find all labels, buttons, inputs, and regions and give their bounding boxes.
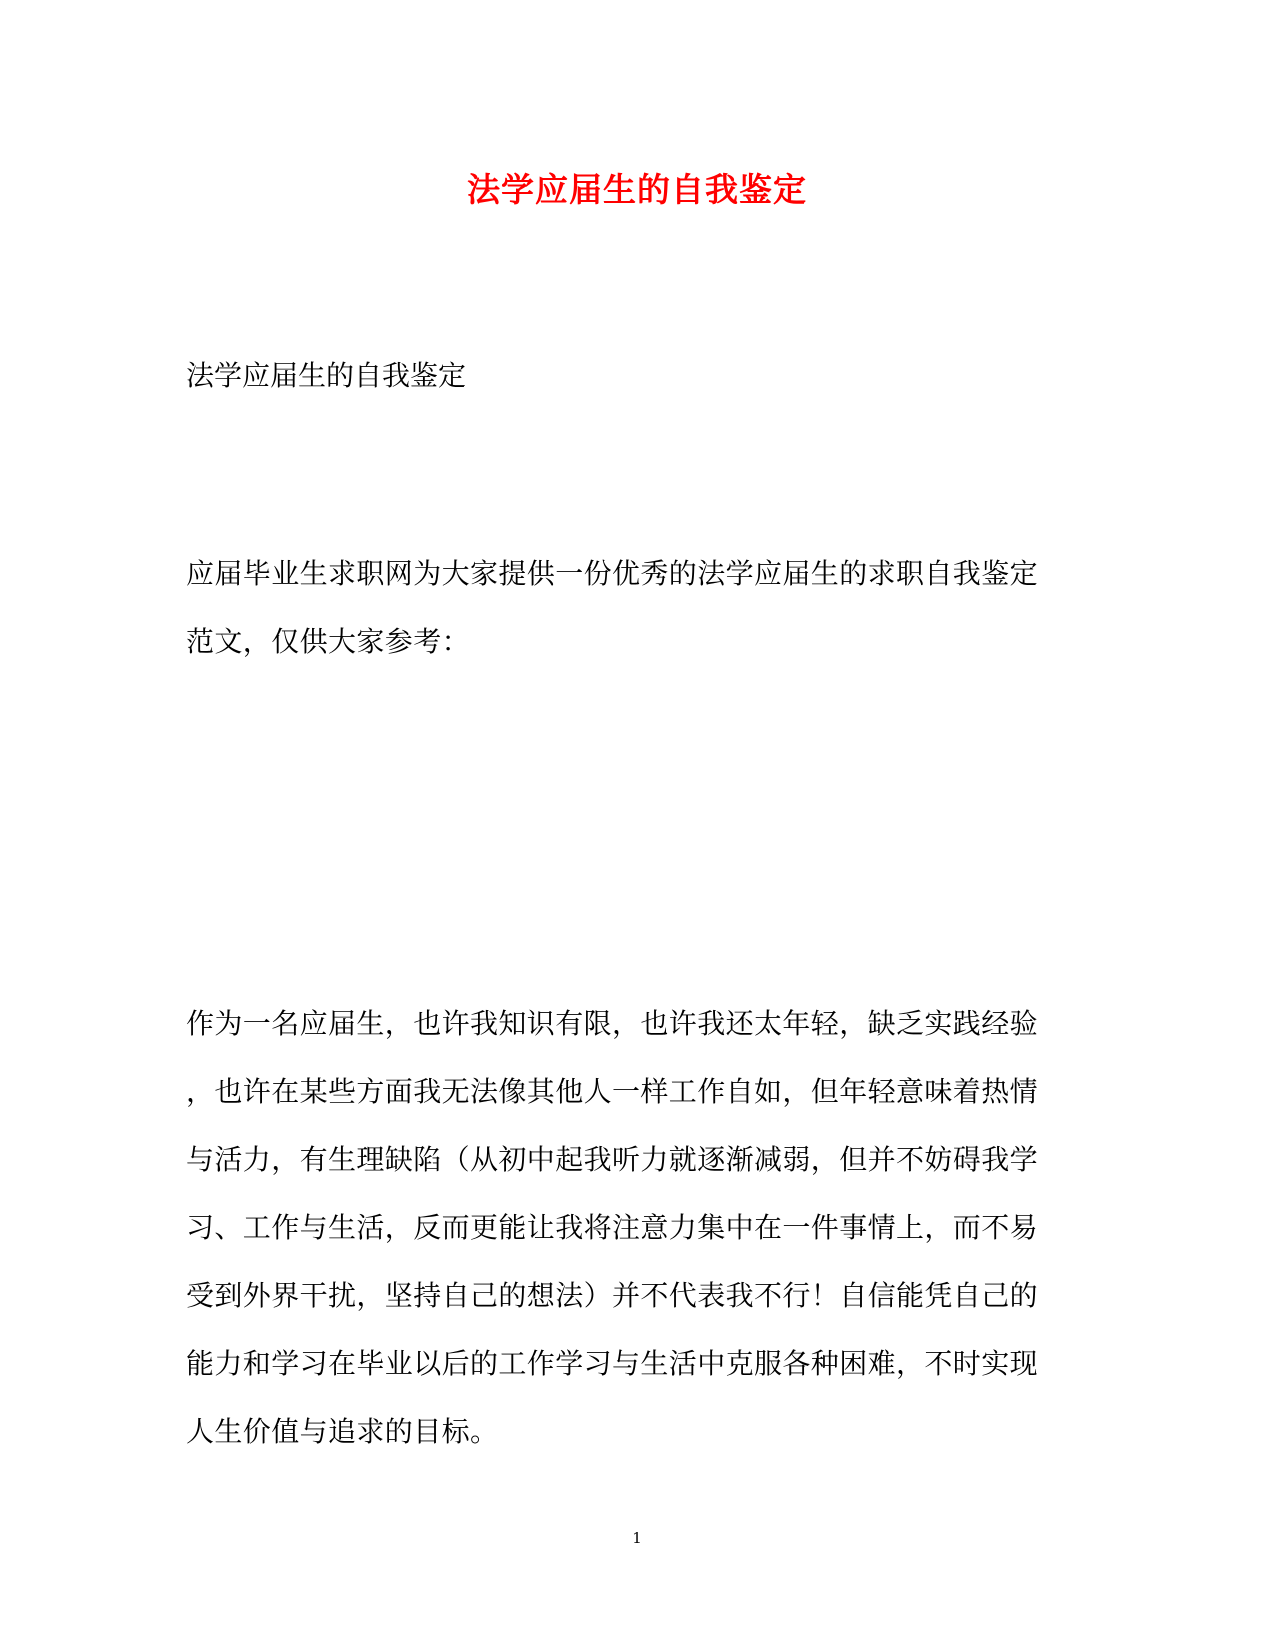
page-number: 1: [632, 1529, 642, 1547]
body-line: ，也许在某些方面我无法像其他人一样工作自如，但年轻意味着热情: [186, 1075, 1039, 1108]
body-paragraph: [186, 1002, 1066, 1478]
body-line: 人生价值与追求的目标。: [186, 1415, 499, 1448]
body-line: 习、工作与生活，反而更能让我将注意力集中在一件事情上，而不易: [186, 1211, 1039, 1244]
intro-paragraph: [186, 552, 1066, 688]
intro-line: 应届毕业生求职网为大家提供一份优秀的法学应届生的求职自我鉴定: [186, 557, 1039, 590]
body-line: 能力和学习在毕业以后的工作学习与生活中克服各种困难，不时实现: [186, 1347, 1039, 1380]
body-line: 与活力，有生理缺陷（从初中起我听力就逐渐减弱，但并不妨碍我学: [186, 1143, 1039, 1176]
document-subtitle: 法学应届生的自我鉴定: [186, 359, 467, 392]
page-title: 法学应届生的自我鉴定: [467, 170, 807, 209]
intro-line: 范文，仅供大家参考：: [186, 625, 471, 658]
body-line: 受到外界干扰，坚持自己的想法）并不代表我不行！自信能凭自己的: [186, 1279, 1039, 1312]
body-line: 作为一名应届生，也许我知识有限，也许我还太年轻，缺乏实践经验: [186, 1007, 1039, 1040]
